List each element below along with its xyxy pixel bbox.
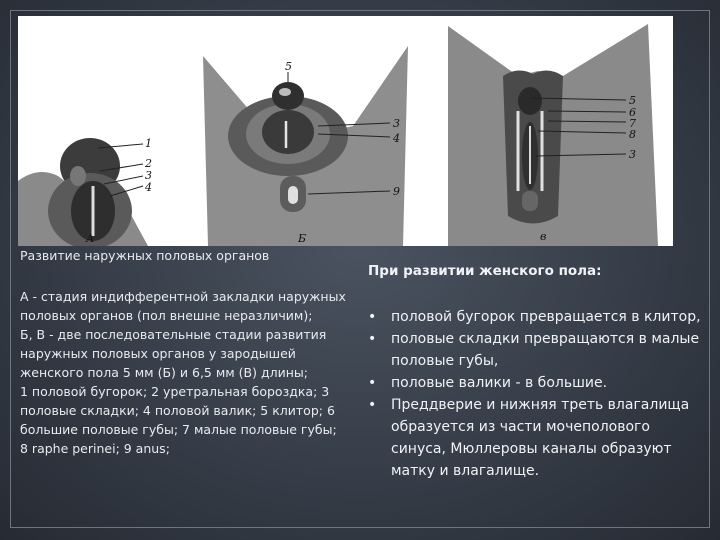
caption-title: Развитие наружных половых органов	[20, 248, 270, 263]
bullet-line: половые губы,	[391, 353, 499, 369]
bullet-dot: •	[368, 375, 377, 391]
panel-v	[448, 24, 658, 246]
panel-letter-v: в	[540, 230, 547, 243]
caption-line: половых органов (пол внешне неразличим);	[20, 308, 313, 323]
bullet-line: половой бугорок превращается в клитор,	[391, 309, 701, 325]
bullet-line: половые складки превращаются в малые	[391, 331, 700, 347]
label-b-5: 5	[285, 60, 292, 73]
bullet-line: образуется из части мочеполового	[391, 419, 650, 435]
bullet-line: половые валики - в большие.	[391, 375, 608, 391]
bullet-item	[368, 328, 713, 372]
caption-line: А - стадия индифферентной закладки наружных	[20, 289, 346, 304]
bullet-line: Преддверие и нижняя треть влагалища	[391, 397, 690, 413]
bullet-dot: •	[368, 309, 377, 325]
caption-body	[20, 287, 360, 458]
label-b-4: 4	[393, 132, 400, 145]
label-a-1: 1	[145, 137, 152, 150]
caption-line: половые складки; 4 половой валик; 5 клитор; 6	[20, 403, 335, 418]
embryo-illustration	[18, 16, 673, 246]
embryo-figure	[18, 16, 673, 246]
bullet-line: матку и влагалище.	[391, 463, 540, 479]
label-v-5: 5	[629, 94, 636, 107]
label-a-4: 4	[145, 181, 152, 194]
label-a-3: 3	[145, 169, 152, 182]
bullet-line: синуса, Мюллеровы каналы образуют	[391, 441, 672, 457]
label-v-7: 7	[629, 117, 636, 130]
label-b-9: 9	[393, 185, 400, 198]
panel-letter-b: Б	[298, 232, 307, 245]
bullet-item	[368, 306, 713, 328]
label-v-6: 6	[629, 106, 636, 119]
label-b-3: 3	[393, 117, 400, 130]
bullet-item	[368, 394, 713, 482]
label-a-2: 2	[145, 157, 152, 170]
panel-a	[18, 138, 148, 246]
caption-line: женского пола 5 мм (Б) и 6,5 мм (В) длины;	[20, 365, 308, 380]
label-v-8: 8	[629, 128, 636, 141]
bullet-dot: •	[368, 397, 377, 413]
caption-line: 8 raphe perinei; 9 anus;	[20, 441, 170, 456]
caption-line: Б, В - две последовательные стадии развития	[20, 327, 327, 342]
panel-letter-a: А	[86, 232, 95, 245]
caption-line: большие половые губы; 7 малые половые губы;	[20, 422, 337, 437]
right-title: При развитии женского пола:	[368, 263, 602, 279]
caption-line: 1 половой бугорок; 2 уретральная бороздка; 3	[20, 384, 330, 399]
bullet-dot: •	[368, 331, 377, 347]
bullet-list	[368, 306, 713, 482]
caption-line: наружных половых органов у зародышей	[20, 346, 296, 361]
bullet-item	[368, 372, 713, 394]
panel-b	[203, 46, 408, 246]
label-v-3: 3	[629, 148, 636, 161]
